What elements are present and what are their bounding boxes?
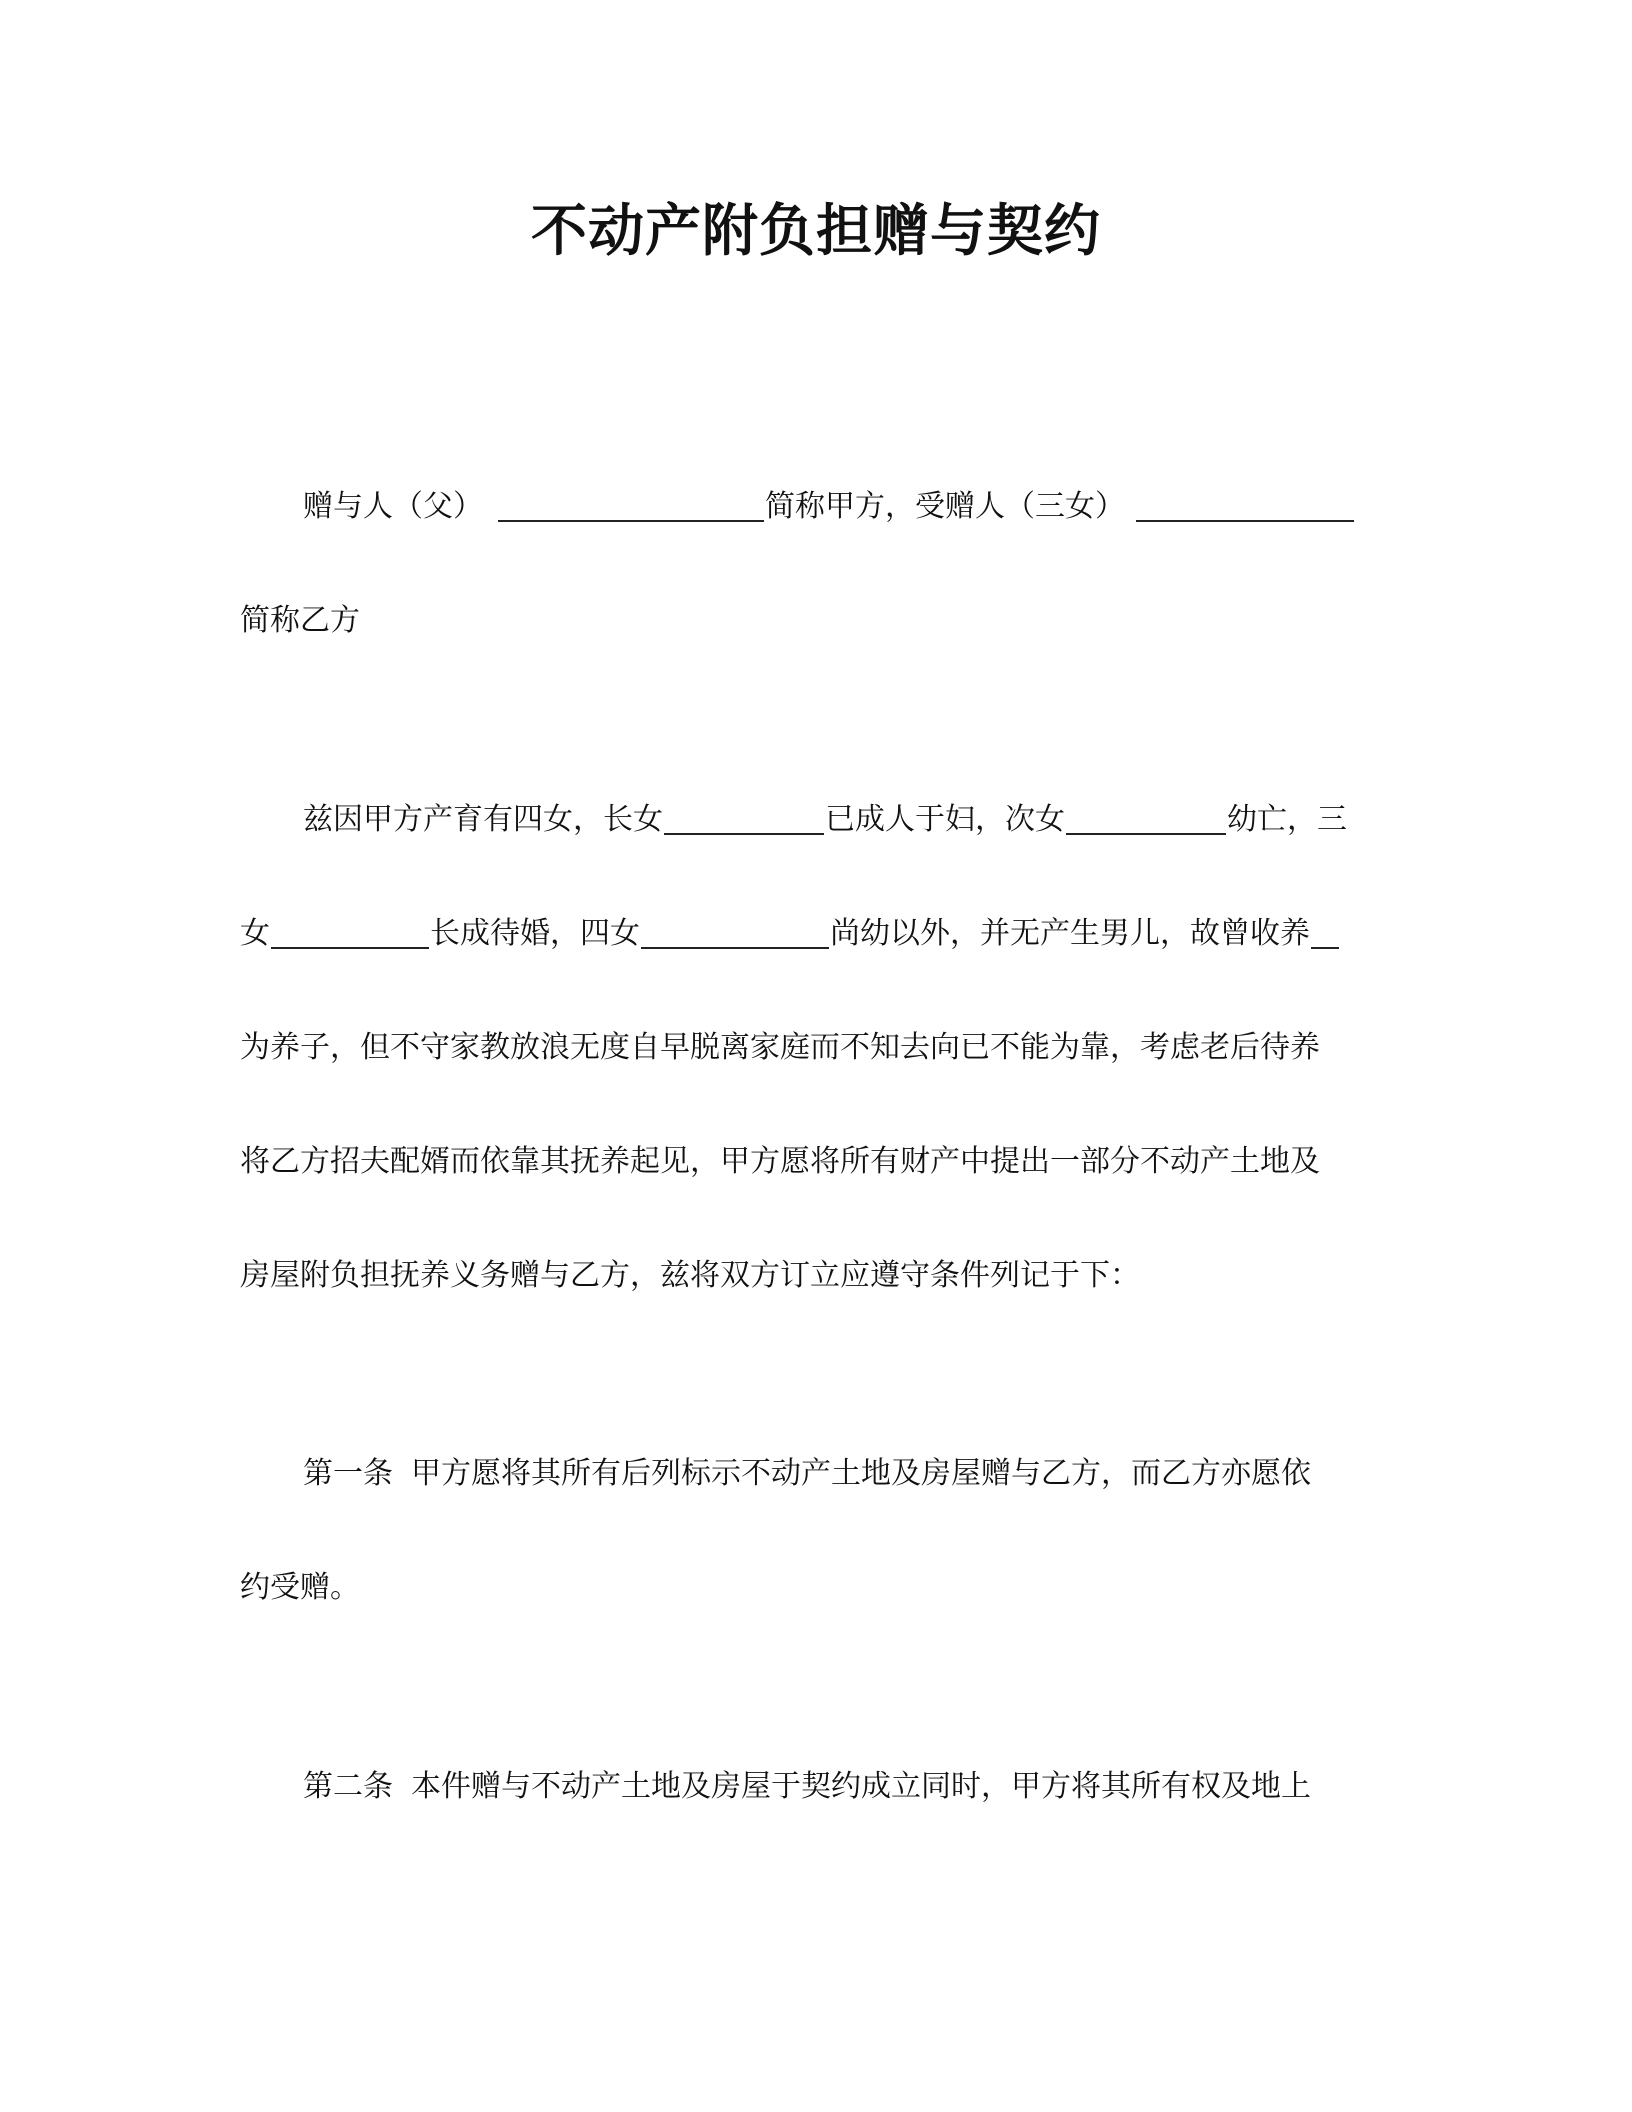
recital-text: 幼亡，三 bbox=[1227, 802, 1347, 837]
recital-text: 女 bbox=[240, 916, 270, 951]
donor-short-label: 简称甲方，受赠人（三女） bbox=[765, 489, 1125, 524]
adopted-son-blank[interactable] bbox=[1311, 915, 1339, 949]
recital-text: 已成人于妇，次女 bbox=[825, 802, 1065, 837]
article-2-line-1 bbox=[303, 1767, 1311, 1807]
eldest-daughter-blank[interactable] bbox=[664, 801, 824, 835]
article-1-text: 甲方愿将其所有后列标示不动产土地及房屋赠与乙方，而乙方亦愿依 bbox=[411, 1456, 1311, 1491]
document-title: 不动产附负担赠与契约 bbox=[531, 199, 1101, 264]
third-daughter-blank[interactable] bbox=[271, 915, 429, 949]
recital-text: 兹因甲方产育有四女，长女 bbox=[303, 802, 663, 837]
donor-label: 赠与人（父） bbox=[303, 489, 483, 524]
parties-line bbox=[303, 487, 1355, 527]
recital-line-2 bbox=[240, 914, 1340, 954]
donee-name-blank[interactable] bbox=[1136, 488, 1354, 522]
recital-line-5: 房屋附负担抚养义务赠与乙方，兹将双方订立应遵守条件列记于下： bbox=[240, 1258, 1140, 1293]
article-2-text: 本件赠与不动产土地及房屋于契约成立同时，甲方将其所有权及地上 bbox=[411, 1769, 1311, 1804]
article-1-line-1 bbox=[303, 1454, 1311, 1494]
article-1-line-2: 约受赠。 bbox=[240, 1570, 360, 1605]
article-1-label: 第一条 bbox=[303, 1456, 393, 1491]
recital-text: 尚幼以外，并无产生男儿，故曾收养 bbox=[830, 916, 1310, 951]
donee-short-line: 简称乙方 bbox=[240, 603, 360, 638]
fourth-daughter-blank[interactable] bbox=[641, 915, 829, 949]
recital-line-1 bbox=[303, 800, 1347, 840]
recital-line-3: 为养子，但不守家教放浪无度自早脱离家庭而不知去向已不能为靠，考虑老后待养 bbox=[240, 1030, 1320, 1065]
article-2-label: 第二条 bbox=[303, 1769, 393, 1804]
recital-text: 长成待婚，四女 bbox=[430, 916, 640, 951]
second-daughter-blank[interactable] bbox=[1066, 801, 1226, 835]
recital-line-4: 将乙方招夫配婿而依靠其抚养起见，甲方愿将所有财产中提出一部分不动产土地及 bbox=[240, 1144, 1320, 1179]
donor-name-blank[interactable] bbox=[498, 488, 764, 522]
